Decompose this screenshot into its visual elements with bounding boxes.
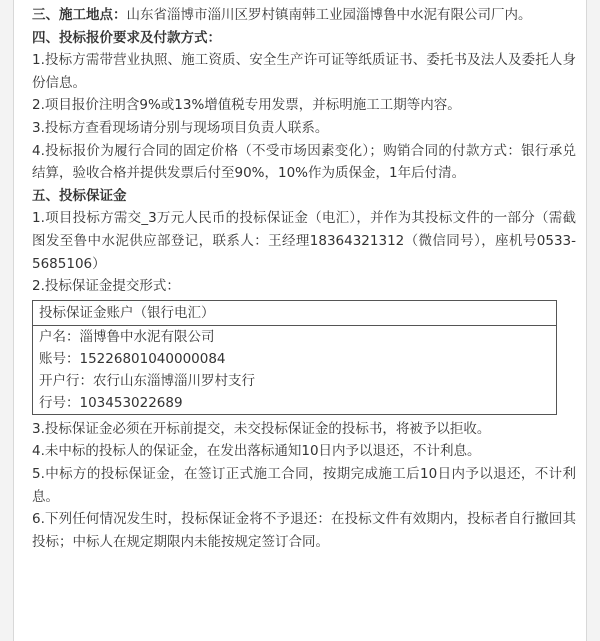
site-location-label: 三、施工地点： [32,7,127,23]
deposit-account-title: 投标保证金账户（银行电汇） [33,301,556,326]
site-location-paragraph [32,4,576,27]
bank-code-row: 行号：103453022689 [39,394,183,411]
bid-deposit-item-5: 5.中标方的投标保证金，在签订正式施工合同，按期完成施工后10日内予以退还，不计利息。 [32,465,576,505]
bid-quote-item-1: 1.投标方需带营业执照、施工资质、安全生产许可证等纸质证书、委托书及法人及委托人身份信息。 [32,52,576,91]
account-holder-row: 户名：淄博鲁中水泥有限公司 [39,328,215,345]
account-number-row: 账号：15226801040000084 [39,350,226,367]
bid-deposit-item-2: 2.投标保证金提交形式： [32,278,180,295]
bid-deposit-item-1: 1.项目投标方需交_3万元人民币的投标保证金（电汇），并作为其投标文件的一部分（需截图发至鲁中水泥供应部登记，联系人：王经理18364321312（微信同号），座机号0533-5685106） [32,210,576,272]
bid-quote-item-4: 4.投标报价为履行合同的固定价格（不受市场因素变化）；购销合同的付款方式：银行承兑结算，验收合格并提供发票后付至90%，10%作为质保金，1年后付清。 [32,142,576,182]
bid-quote-item-3: 3.投标方查看现场请分别与现场项目负责人联系。 [32,119,329,136]
bid-quote-item-2: 2.项目报价注明含9%或13%增值税专用发票，并标明施工工期等内容。 [32,97,461,114]
bid-deposit-item-3: 3.投标保证金必须在开标前提交，未交投标保证金的投标书，将被予以拒收。 [32,420,491,437]
bid-deposit-heading: 五、投标保证金 [32,187,127,204]
deposit-account-box [32,300,557,415]
site-location-text: 山东省淄博市淄川区罗村镇南韩工业园淄博鲁中水泥有限公司厂内。 [126,7,532,23]
bank-branch-row: 开户行：农行山东淄博淄川罗村支行 [39,372,255,389]
bid-quote-heading: 四、投标报价要求及付款方式： [32,29,221,46]
bid-deposit-item-6: 6.下列任何情况发生时，投标保证金将不予退还：在投标文件有效期内，投标者自行撤回其投标；中标人在规定期限内未能按规定签订合同。 [32,511,576,550]
document-page [13,0,587,641]
bid-deposit-item-4: 4.未中标的投标人的保证金，在发出落标通知10日内予以退还，不计利息。 [32,443,481,460]
